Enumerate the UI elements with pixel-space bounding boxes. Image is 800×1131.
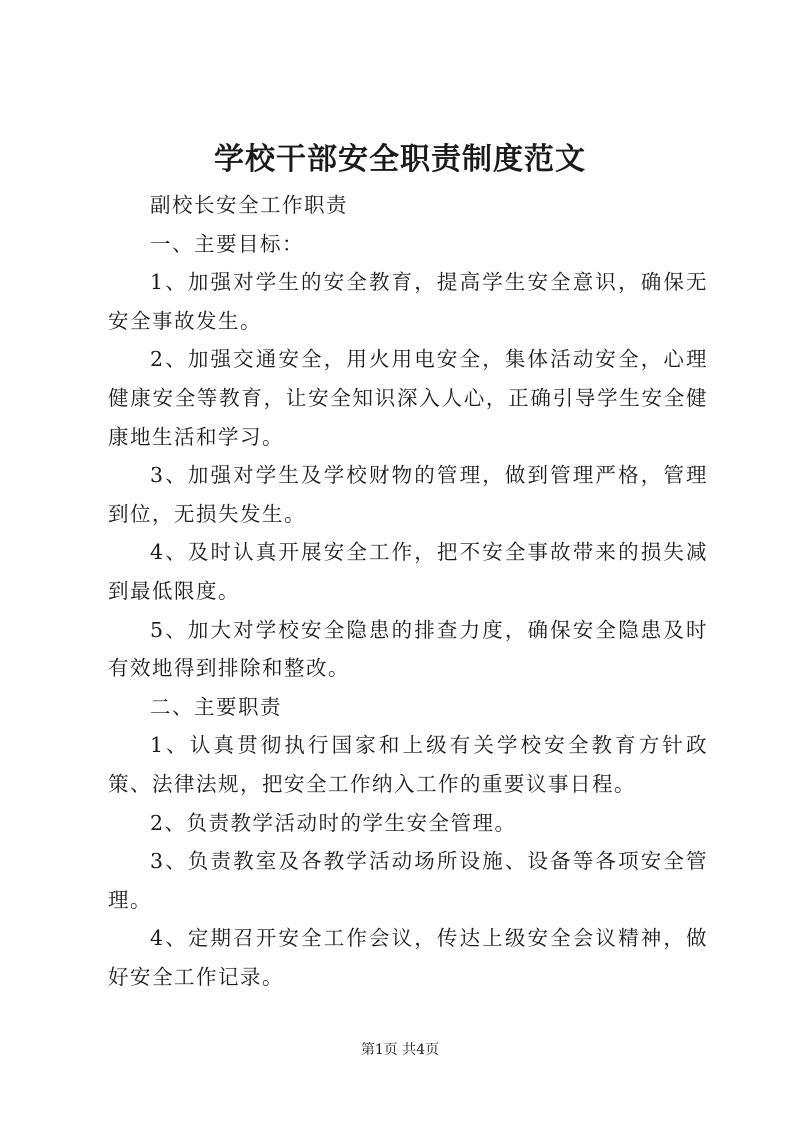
duty-item-1: 1、认真贯彻执行国家和上级有关学校安全教育方针政策、法律法规，把安全工作纳入工作的重要议事日程。: [108, 733, 708, 796]
section-heading-main-duties: 二、主要职责: [150, 694, 283, 719]
section-heading-vice-principal: 副校长安全工作职责: [150, 193, 349, 217]
goal-item-5: 5、加大对学校安全隐患的排查力度，确保安全隐患及时有效地得到排除和整改。: [108, 617, 708, 681]
duty-item-3: 3、负责教室及各教学活动场所设施、设备等各项安全管理。: [108, 849, 708, 912]
document-title: 学校干部安全职责制度范文: [214, 142, 586, 177]
duty-item-4: 4、定期召开安全工作会议，传达上级安全会议精神，做好安全工作记录。: [108, 926, 708, 989]
goal-item-2: 2、加强交通安全，用火用电安全，集体活动安全，心理健康安全等教育，让安全知识深入人心，正确引导学生安全健康地生活和学习。: [108, 347, 708, 449]
section-heading-main-goals: 一、主要目标：: [150, 231, 305, 256]
page-number-footer: 第1页 共4页: [360, 1042, 440, 1058]
goal-item-3: 3、加强对学生及学校财物的管理，做到管理严格，管理到位，无损失发生。: [108, 463, 708, 526]
goal-item-4: 4、及时认真开展安全工作，把不安全事故带来的损失减到最低限度。: [108, 540, 708, 603]
goal-item-1: 1、加强对学生的安全教育，提高学生安全意识，确保无安全事故发生。: [108, 270, 708, 333]
duty-item-2: 2、负责教学活动时的学生安全管理。: [150, 810, 517, 835]
document-body: [108, 186, 708, 996]
